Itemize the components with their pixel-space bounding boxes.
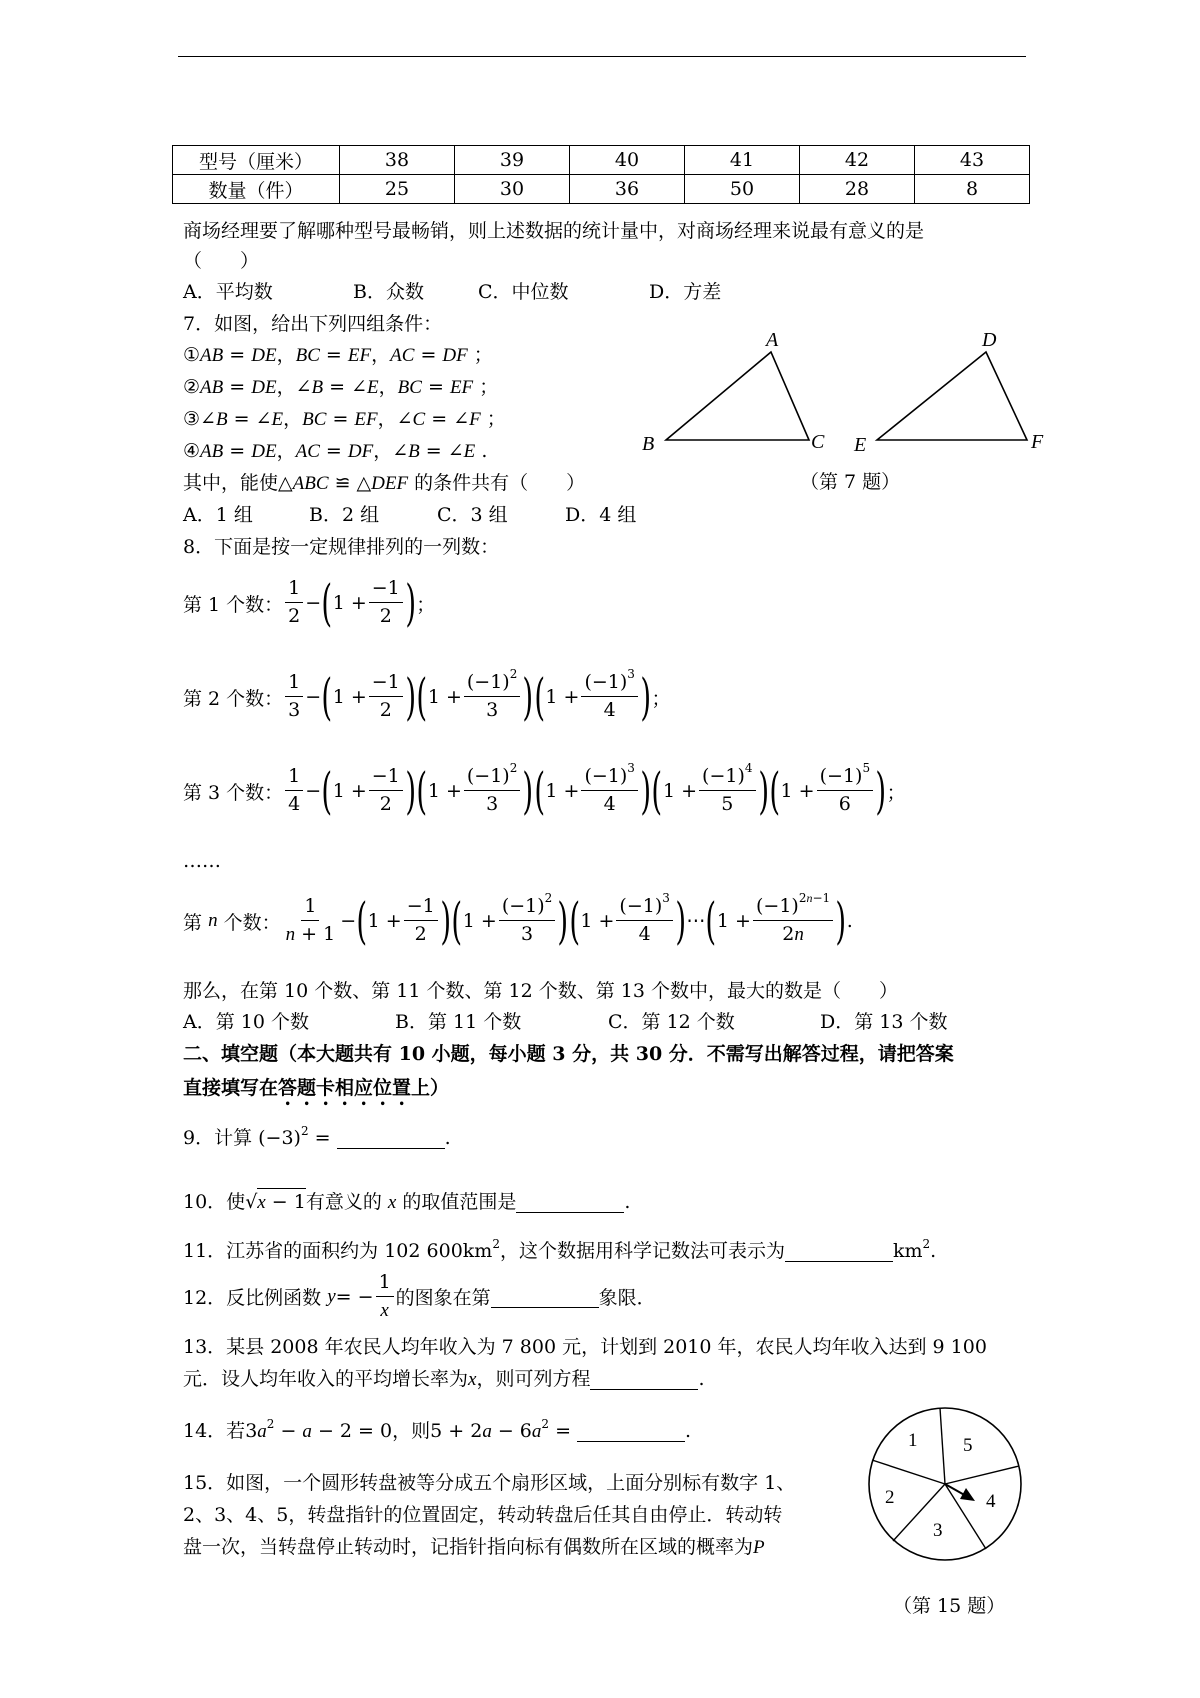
q7-stem: 7．如图，给出下列四组条件：: [183, 313, 443, 335]
q8-term-n-pre: 第: [183, 911, 203, 934]
q14-mid: ，则: [392, 1420, 431, 1442]
q8-option-d: D．第 13 个数: [820, 1011, 948, 1033]
q8-term-n: 第 n 个数： $\frac{1}{n + 1}$ − ( 1 + $\frac{-1}{2}$ ) ( 1 + $\frac{(-1)^2}{3}$ ) ( 1 + $\frac{(-1)^3}{4}$ ) ⋯ ( 1 + $\frac{(-1)^{2n-1}}{2n}$ ) .: [183, 891, 853, 950]
q8-term-1: 第 1 个数： $\frac{1}{2}$ − ( 1 + $\frac{-1}{2}$ ) ；: [183, 574, 436, 632]
q10: 10．使√x − 1有意义的 x 的取值范围是 .: [183, 1193, 630, 1213]
q9-pre: 9．计算: [183, 1127, 253, 1149]
section2-title-2-pre: 直接填写在: [183, 1077, 279, 1099]
q10-answer-blank: [516, 1193, 624, 1213]
table-cell: 42: [800, 146, 915, 175]
q11-unit: km: [892, 1240, 923, 1262]
q11-answer-blank: [785, 1242, 893, 1262]
q6-stem: 商场经理要了解哪种型号最畅销，则上述数据的统计量中，对商场经理来说最有意义的是: [183, 220, 925, 242]
sector-label: 1: [908, 1430, 918, 1451]
q12-tail: 象限．: [598, 1287, 656, 1310]
q7-cond-2-marker: ②: [183, 376, 201, 398]
sector-label: 2: [885, 1487, 895, 1508]
q12-post: 的图象在第: [395, 1287, 491, 1310]
q7-cond-1: ①AB = DE，BC = EF，AC = DF ；: [183, 344, 493, 366]
spinner-divider: [945, 1466, 1019, 1484]
q14: 14．若$3a^2 - a - 2 = 0$，则$5 + 2a - 6a^2$ = .: [183, 1417, 692, 1442]
table-cell: 38: [340, 146, 455, 175]
q8-term-1-label: 第 1 个数：: [183, 593, 284, 616]
sector-label: 4: [986, 1491, 996, 1512]
q8-options: [183, 1011, 948, 1033]
table-cell: 36: [570, 175, 685, 204]
table-cell: 28: [800, 175, 915, 204]
q12: 12．反比例函数 y = − $\frac{1}{x}$ 的图象在第 象限．: [183, 1271, 656, 1321]
q8-term-3-label: 第 3 个数：: [183, 781, 284, 804]
q7-cond-1-marker: ①: [183, 344, 201, 366]
q15-line-1: 15．如图，一个圆形转盘被等分成五个扇形区域，上面分别标有数字 1、: [183, 1472, 796, 1494]
section2-title-2-dotted: 答题卡相应位置: [278, 1077, 412, 1099]
q8-option-b: B．第 11 个数: [395, 1011, 522, 1033]
q8-option-c: C．第 12 个数: [608, 1011, 735, 1033]
q8-term-2-label: 第 2 个数：: [183, 687, 284, 710]
label-c: C: [811, 431, 825, 453]
q7-triangles-figure: [630, 326, 1050, 486]
q12-answer-blank: [491, 1285, 599, 1308]
triangle-def: [877, 352, 1027, 440]
q13-line-1: 13．某县 2008 年农民人均年收入为 7 800 元，计划到 2010 年，农民人均年收入达到 9 100: [183, 1336, 987, 1358]
section2-title: 二、填空题（本大题共有 10 小题，每小题 3 分，共 30 分．不需写出解答过程，请把答案: [183, 1043, 954, 1065]
q8-ellipsis: ……: [183, 850, 221, 872]
q6-options: [183, 281, 722, 303]
q6-option-c: C．中位数: [478, 281, 569, 303]
q7-caption: （第 7 题）: [800, 471, 901, 493]
q13-line-2-post: ，则可列方程: [476, 1368, 591, 1390]
q7-ask-tail: 的条件共有（ ）: [414, 472, 586, 494]
spinner-divider: [872, 1460, 945, 1484]
q10-pre: 10．使: [183, 1191, 246, 1213]
q13-answer-blank: [590, 1370, 698, 1390]
q15-line-3: 盘一次，当转盘停止转动时，记指针指向标有偶数所在区域的概率为P: [183, 1536, 765, 1558]
table-cell: 43: [915, 146, 1030, 175]
q7-options: [183, 504, 637, 526]
q13-line-2: 元．设人均年收入的平均增长率为x，则可列方程 .: [183, 1368, 705, 1390]
label-d: D: [982, 329, 997, 351]
label-f: F: [1031, 431, 1044, 453]
q7-cond-4: ④AB = DE，AC = DF，∠B = ∠E .: [183, 440, 488, 462]
q15-caption: （第 15 题）: [893, 1595, 1006, 1617]
table-cell: 50: [685, 175, 800, 204]
table-cell: 39: [455, 146, 570, 175]
q9: 9．计算 $(-3)^2$ = .: [183, 1124, 451, 1149]
q8-ask: 那么，在第 10 个数、第 11 个数、第 12 个数、第 13 个数中，最大的数是（ ）: [183, 980, 899, 1002]
q10-mid: 有意义的: [305, 1191, 382, 1213]
q6-option-d: D．方差: [649, 281, 722, 303]
q6-option-a: A．平均数: [183, 281, 273, 303]
q8-term-2: 第 2 个数： $\frac{1}{3}$ − ( 1 + $\frac{-1}{2}$ ) ( 1 + $\frac{(-1)^2}{3}$ ) ( 1 + $\frac{(-1)^3}{4}$ ) ；: [183, 667, 671, 726]
size-table: [172, 145, 1030, 204]
q7-cond-2: ②AB = DE，∠B = ∠E，BC = EF ；: [183, 376, 499, 398]
q7-option-b: B．2 组: [309, 504, 380, 526]
q6-option-b: B．众数: [353, 281, 424, 303]
q8-term-n-post: 个数：: [223, 911, 281, 934]
q7-cond-3: ③∠B = ∠E，BC = EF，∠C = ∠F ；: [183, 408, 506, 430]
q7-ask-pre: 其中，能使: [183, 472, 279, 494]
q7-cond-4-marker: ④: [183, 440, 201, 462]
sector-label: 5: [963, 1435, 973, 1456]
q13-line-2-pre: 元．设人均年收入的平均增长率为: [183, 1368, 469, 1390]
label-e: E: [854, 434, 867, 456]
spinner-divider: [940, 1408, 945, 1484]
sector-label: 3: [933, 1520, 943, 1541]
table-row: [173, 175, 1030, 204]
q11: 11．江苏省的面积约为 102 $600km^2$，这个数据用科学记数法可表示为 $km^2$.: [183, 1237, 937, 1262]
q7-option-c: C．3 组: [437, 504, 508, 526]
q8-option-a: A．第 10 个数: [183, 1011, 309, 1033]
q10-post: 的取值范围是: [402, 1191, 517, 1213]
q15-spinner-figure: [860, 1400, 1030, 1570]
q15-line-2: 2、3、4、5，转盘指针的位置固定，转动转盘后任其自由停止．转动转: [183, 1504, 783, 1526]
q12-pre: 12．反比例函数: [183, 1287, 322, 1310]
q8-term-3: 第 3 个数： $\frac{1}{4}$ − ( 1 + $\frac{-1}{2}$ ) ( 1 + $\frac{(-1)^2}{3}$ ) ( 1 + $\frac{(-1)^3}{4}$ ) ( 1 + $\frac{(-1)^4}{5}$ ) ( 1 + $\frac{(-1)^5}{6}$ ) ；: [183, 761, 906, 820]
q14-answer-blank: [577, 1422, 685, 1442]
q15-line-3-text: 盘一次，当转盘停止转动时，记指针指向标有偶数所在区域的概率为: [183, 1536, 754, 1558]
q7-option-d: D．4 组: [565, 504, 637, 526]
table-cell: 30: [455, 175, 570, 204]
label-b: B: [642, 433, 655, 455]
section2-title-2-post: 上）: [411, 1077, 450, 1099]
q9-answer-blank: [337, 1129, 445, 1149]
table-cell: 8: [915, 175, 1030, 204]
q8-stem: 8．下面是按一定规律排列的一列数：: [183, 536, 500, 558]
triangle-abc: [666, 352, 809, 440]
table-cell: 25: [340, 175, 455, 204]
table-cell: 41: [685, 146, 800, 175]
q7-ask: 其中，能使△ABC ≌ △DEF 的条件共有（ ）: [183, 472, 586, 494]
q11-mid: ，这个数据用科学记数法可表示为: [499, 1240, 785, 1262]
table-header: 型号（厘米）: [173, 146, 340, 175]
table-header: 数量（件）: [173, 175, 340, 204]
q14-pre: 14．若: [183, 1420, 246, 1442]
q7-option-a: A．1 组: [183, 504, 253, 526]
q6-paren: （ ）: [183, 250, 260, 272]
header-rule: [178, 56, 1026, 57]
q11-pre: 11．江苏省的面积约为 102 600km: [183, 1240, 493, 1262]
table-row: [173, 146, 1030, 175]
q7-cond-3-marker: ③: [183, 408, 201, 430]
table-cell: 40: [570, 146, 685, 175]
section2-title-2: [183, 1077, 449, 1110]
label-a: A: [766, 329, 779, 351]
